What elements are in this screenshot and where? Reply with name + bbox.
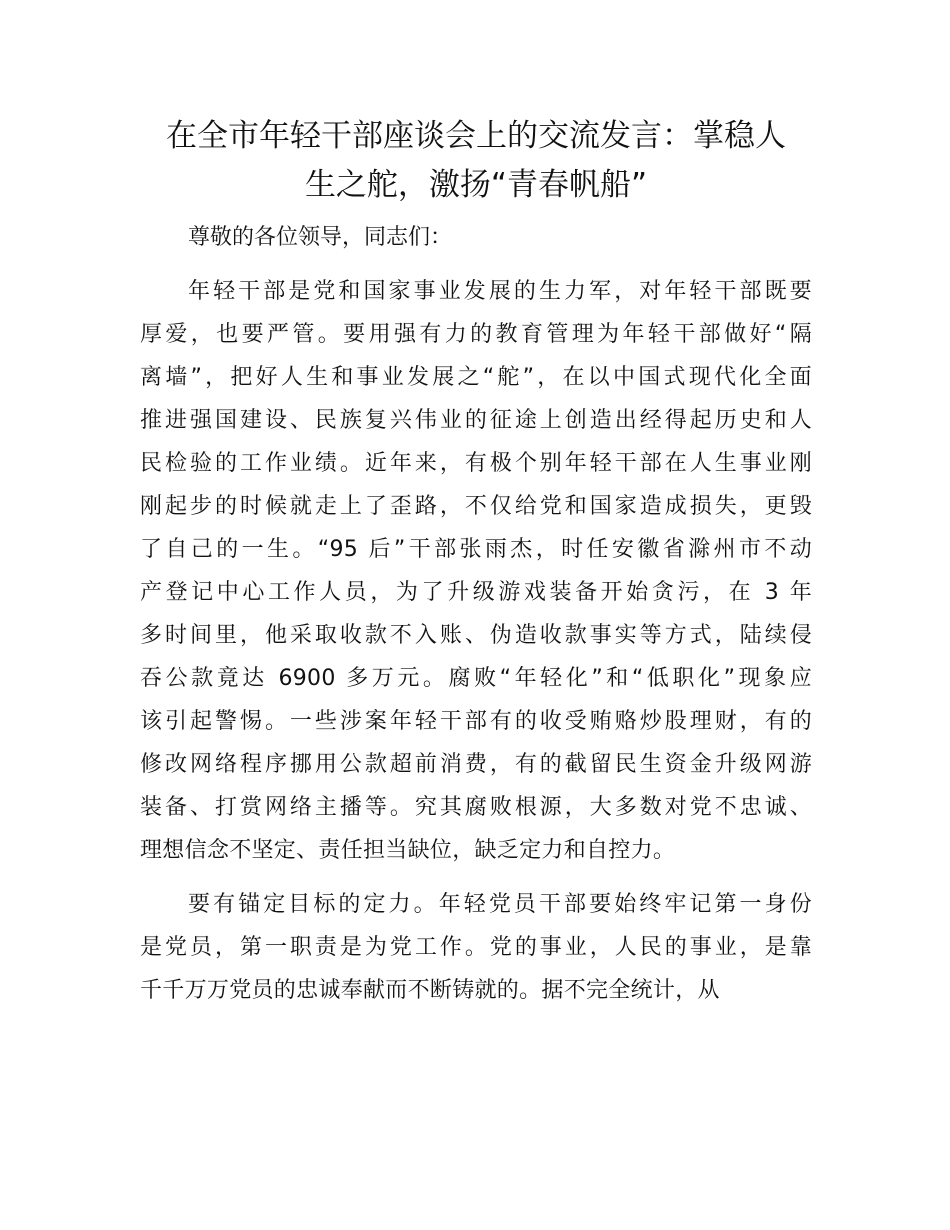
paragraph-line: 要有锚定目标的定力。年轻党员干部要始终牢记第一身份	[188, 892, 812, 917]
paragraph-line: 是党员，第一职责是为党工作。党的事业，人民的事业，是靠	[140, 935, 812, 960]
title-line-1: 在全市年轻干部座谈会上的交流发言：掌稳人	[166, 118, 786, 154]
paragraph-line: 千千万万党员的忠诚奉献而不断铸就的。据不完全统计，从	[140, 978, 720, 1003]
paragraph-line: 修改网络程序挪用公款超前消费，有的截留民生资金升级网游	[140, 752, 812, 777]
document-title	[140, 112, 812, 210]
paragraph-line: 年轻干部是党和国家事业发展的生力军，对年轻干部既要	[188, 279, 812, 304]
paragraph-line: 产登记中心工作人员，为了升级游戏装备开始贪污，在 3 年	[140, 580, 812, 605]
paragraph-1	[140, 270, 812, 872]
paragraph-line: 装备、打赏网络主播等。究其腐败根源，大多数对党不忠诚、	[140, 795, 812, 820]
paragraph-line: 多时间里，他采取收款不入账、伪造收款事实等方式，陆续侵	[140, 623, 812, 648]
paragraph-line: 厚爱，也要严管。要用强有力的教育管理为年轻干部做好“隔	[140, 322, 812, 347]
document-page	[140, 112, 812, 1012]
paragraph-line: 离墙”，把好人生和事业发展之“舵”，在以中国式现代化全面	[140, 365, 812, 390]
paragraph-line: 该引起警惕。一些涉案年轻干部有的收受贿赂炒股理财，有的	[140, 709, 812, 734]
paragraph-line: 民检验的工作业绩。近年来，有极个别年轻干部在人生事业刚	[140, 451, 812, 476]
paragraph-2	[140, 883, 812, 1012]
paragraph-line: 吞公款竟达 6900 多万元。腐败“年轻化”和“低职化”现象应	[140, 666, 812, 691]
title-line-2: 生之舵，激扬“青春帆船”	[304, 167, 648, 203]
paragraph-line: 理想信念不坚定、责任担当缺位，缺乏定力和自控力。	[140, 838, 676, 863]
paragraph-line: 推进强国建设、民族复兴伟业的征途上创造出经得起历史和人	[140, 408, 812, 433]
paragraph-line: 刚起步的时候就走上了歪路，不仅给党和国家造成损失，更毁	[140, 494, 812, 519]
paragraph-line: 了自己的一生。“95 后”干部张雨杰，时任安徽省滁州市不动	[140, 537, 812, 562]
salutation: 尊敬的各位领导，同志们：	[188, 225, 453, 250]
